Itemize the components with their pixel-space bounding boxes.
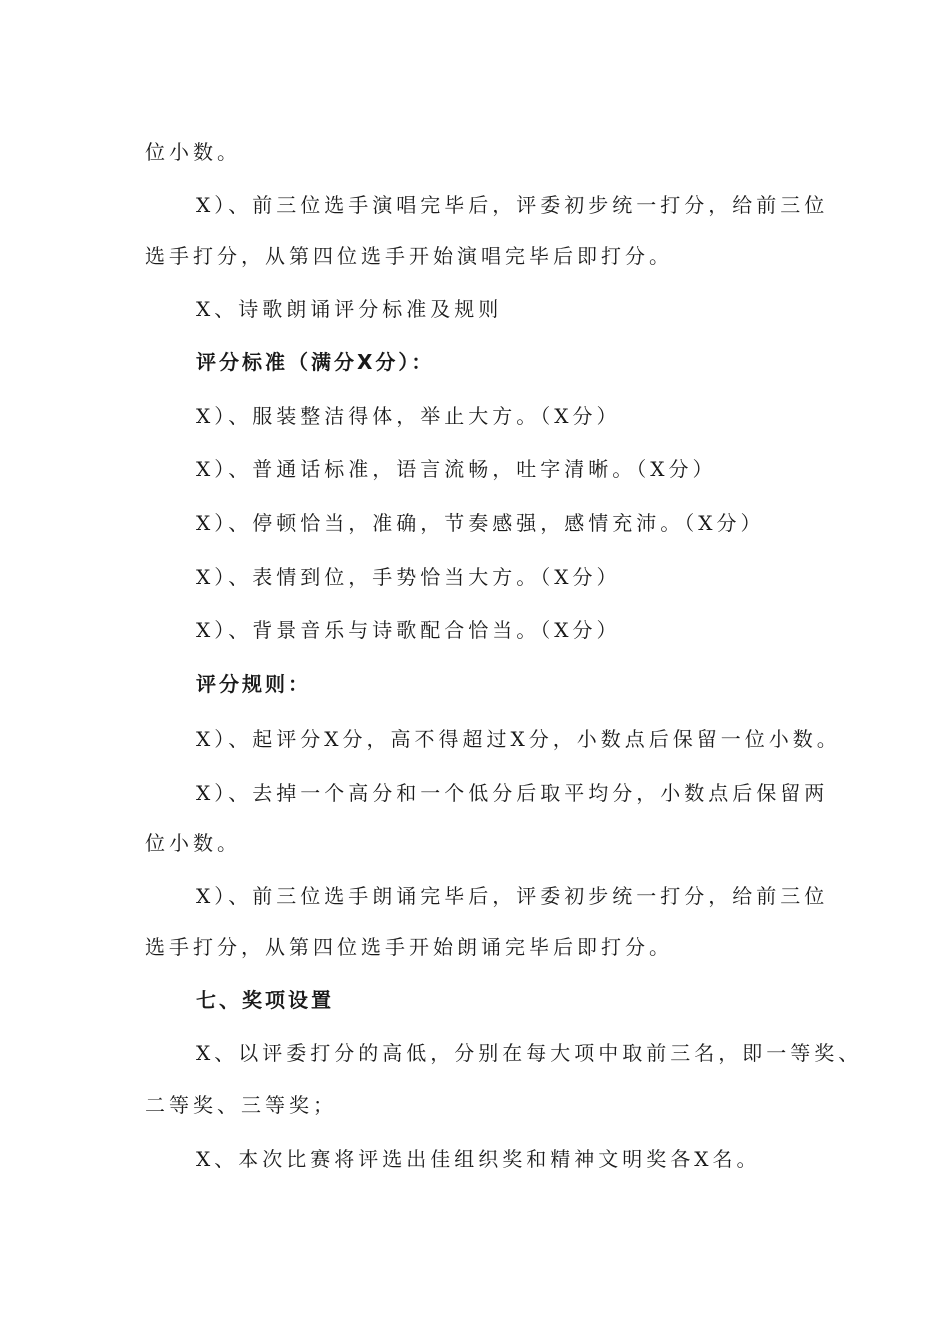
paragraph-line: X）、前三位选手演唱完毕后，评委初步统一打分，给前三位 [196,193,829,217]
list-item: X、以评委打分的高低，分别在每大项中取前三名，即一等奖、 [196,1041,863,1065]
list-item: X）、前三位选手朗诵完毕后，评委初步统一打分，给前三位 [196,884,829,908]
list-item: X）、去掉一个高分和一个低分后取平均分，小数点后保留两 [196,781,829,805]
subsection-heading: 评分标准（满分X分）： [196,350,435,374]
paragraph-line: 位小数。 [145,831,241,855]
list-item: X）、普通话标准，语言流畅，吐字清晰。（X分） [196,457,717,481]
list-item: X）、背景音乐与诗歌配合恰当。（X分） [196,618,621,642]
section-heading: X、诗歌朗诵评分标准及规则 [196,297,503,321]
list-item: X）、表情到位，手势恰当大方。（X分） [196,565,621,589]
section-heading: 七、奖项设置 [196,988,334,1012]
paragraph-line: 选手打分，从第四位选手开始演唱完毕后即打分。 [145,244,673,268]
list-item: X）、起评分X分，高不得超过X分，小数点后保留一位小数。 [196,727,841,751]
list-item: X）、服装整洁得体，举止大方。（X分） [196,404,621,428]
paragraph-line: 选手打分，从第四位选手开始朗诵完毕后即打分。 [145,935,673,959]
paragraph-line: 位小数。 [145,140,241,164]
paragraph-line: 二等奖、三等奖； [145,1093,337,1117]
list-item: X、本次比赛将评选出佳组织奖和精神文明奖各X名。 [196,1147,761,1171]
subsection-heading: 评分规则： [196,672,311,696]
list-item: X）、停顿恰当，准确，节奏感强，感情充沛。（X分） [196,511,765,535]
